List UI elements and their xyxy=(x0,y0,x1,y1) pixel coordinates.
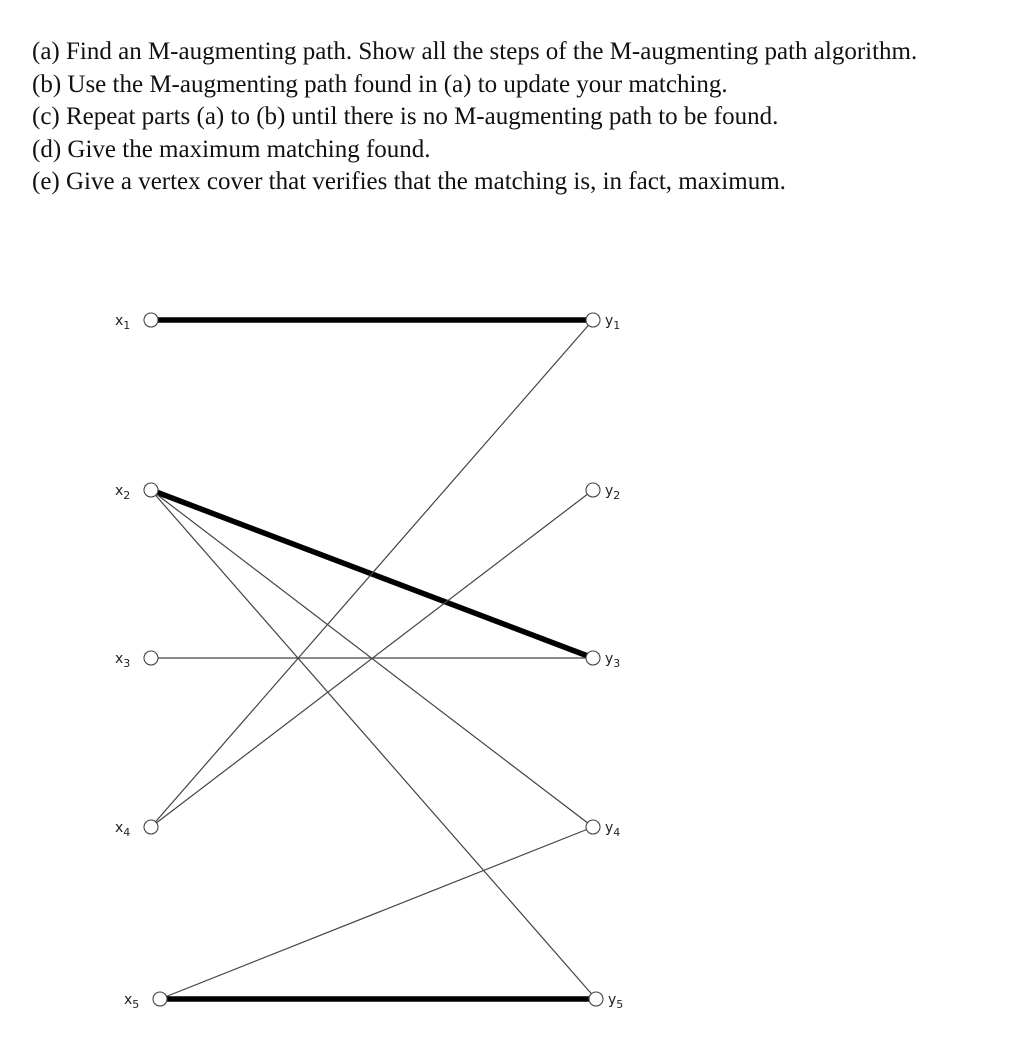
vertex-y1 xyxy=(586,313,600,327)
vertex-x4 xyxy=(144,820,158,834)
vertex-label-y3: $y_3$ xyxy=(605,651,621,670)
question-d: (d) Give the maximum matching found. xyxy=(32,135,431,163)
vertex-label-y2: $y_2$ xyxy=(605,483,621,502)
vertex-label-x5: $x_5$ xyxy=(124,992,140,1011)
vertex-x5 xyxy=(153,992,167,1006)
vertex-label-x4: $x_4$ xyxy=(115,820,131,839)
vertex-y3 xyxy=(586,651,600,665)
vertex-y4 xyxy=(586,820,600,834)
vertex-x3 xyxy=(144,651,158,665)
vertex-label-x1: $x_1$ xyxy=(115,313,131,332)
label-layer xyxy=(115,313,623,1011)
vertex-y5 xyxy=(589,992,603,1006)
vertex-label-x3: $x_3$ xyxy=(115,651,131,670)
vertex-y2 xyxy=(586,483,600,497)
vertex-label-y5: $y_5$ xyxy=(608,992,624,1011)
vertex-label-y4: $y_4$ xyxy=(605,820,621,839)
edge-x4-y1 xyxy=(151,320,593,827)
vertex-x2 xyxy=(144,483,158,497)
vertex-label-y1: $y_1$ xyxy=(605,313,621,332)
question-a: (a) Find an M-augmenting path. Show all the steps of the M-augmenting path algorithm. xyxy=(32,38,918,65)
question-c: (c) Repeat parts (a) to (b) until there is no M-augmenting path to be found. xyxy=(32,103,779,130)
vertex-x1 xyxy=(144,313,158,327)
edge-layer xyxy=(151,320,596,999)
question-b: (b) Use the M-augmenting path found in (a) to update your matching. xyxy=(32,70,728,98)
question-e: (e) Give a vertex cover that verifies that the matching is, in fact, maximum. xyxy=(32,168,786,195)
edge-x5-y4 xyxy=(160,827,593,999)
vertex-label-x2: $x_2$ xyxy=(115,483,131,502)
edge-x2-y5 xyxy=(151,490,596,999)
